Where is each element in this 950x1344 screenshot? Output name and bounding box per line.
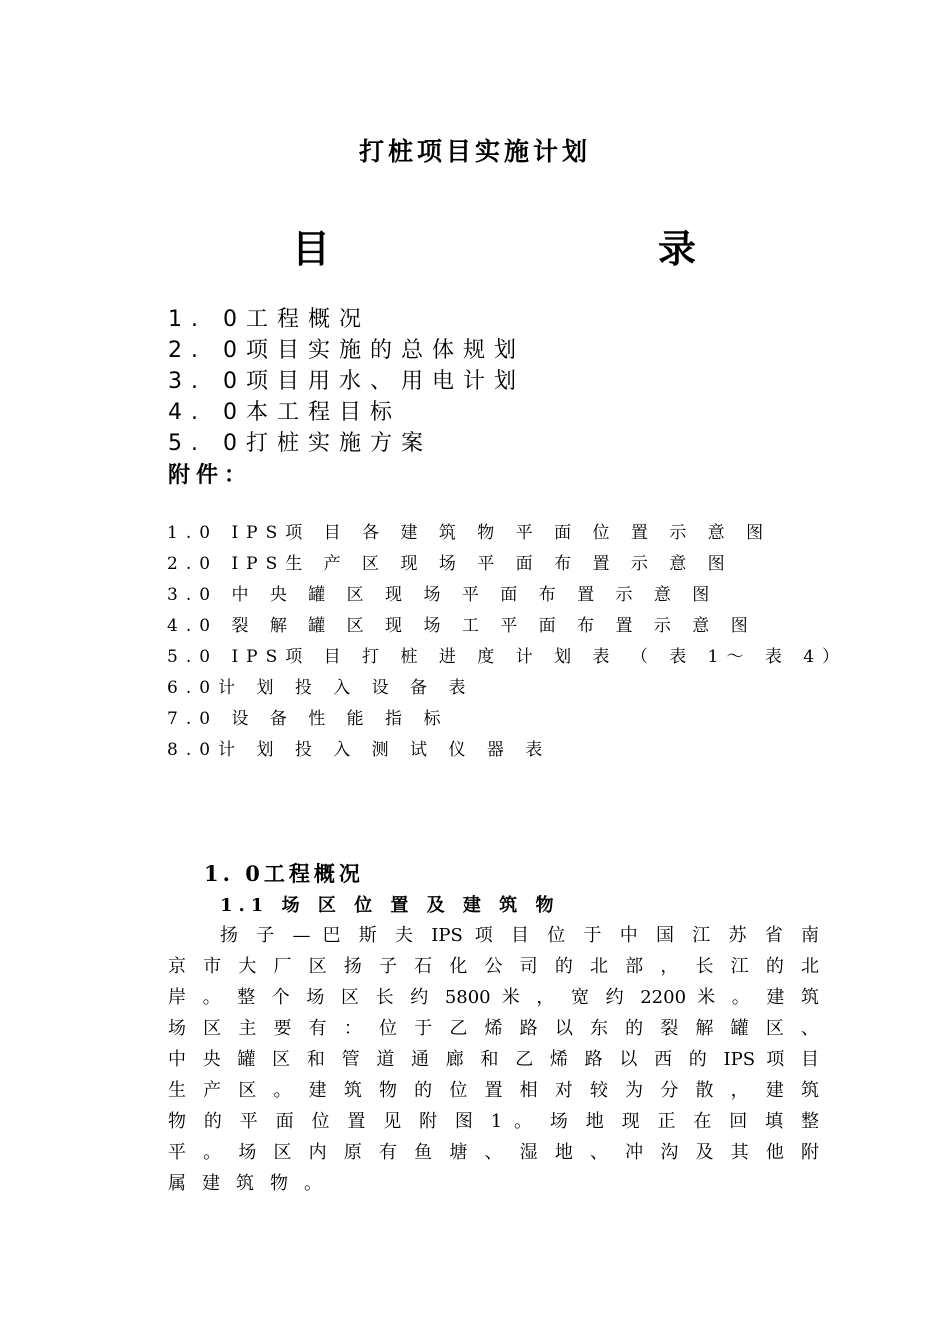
body-paragraph <box>168 920 819 1199</box>
toc-item: 1. 0工程概况 <box>168 307 370 332</box>
toc-heading <box>0 218 950 271</box>
attachment-item: 7.0 设 备 性 能 指 标 <box>167 709 449 729</box>
paragraph-line: 岸 。 整 个 场 区 长 约 5800 米 ， 宽 约 2200 米 。 建 筑 <box>168 987 819 1008</box>
subsection-heading: 1.1 场 区 位 置 及 建 筑 物 <box>220 895 560 916</box>
toc-item: 3. 0项目用水、用电计划 <box>168 369 525 394</box>
attachment-item: 5.0 IPS项 目 打 桩 进 度 计 划 表 （ 表 1～ 表 4） <box>167 647 848 667</box>
document-title: 打桩项目实施计划 <box>358 137 591 166</box>
attachment-item: 1.0 IPS项 目 各 建 筑 物 平 面 位 置 示 意 图 <box>167 523 772 543</box>
toc-item: 5. 0打桩实施方案 <box>168 431 432 456</box>
paragraph-line: 场 区 主 要 有 ： 位 于 乙 烯 路 以 东 的 裂 解 罐 区 、 <box>168 1018 819 1039</box>
attachments-list <box>167 518 847 766</box>
toc-item: 4. 0本工程目标 <box>168 400 401 425</box>
paragraph-line: 扬 子 — 巴 斯 夫 IPS 项 目 位 于 中 国 江 苏 省 南 <box>220 925 819 946</box>
attachment-item: 4.0 裂 解 罐 区 现 场 工 平 面 布 置 示 意 图 <box>167 616 756 636</box>
toc-heading-right: 录 <box>658 227 697 271</box>
paragraph-line: 属建筑物。 <box>168 1173 338 1194</box>
attachments-label: 附件： <box>168 463 253 488</box>
paragraph-line: 生 产 区 。 建 筑 物 的 位 置 相 对 较 为 分 散 ， 建 筑 <box>168 1080 819 1101</box>
attachment-item: 3.0 中 央 罐 区 现 场 平 面 布 置 示 意 图 <box>167 585 718 605</box>
attachment-item: 8.0计 划 投 入 测 试 仪 器 表 <box>167 740 551 760</box>
toc-item: 2. 0项目实施的总体规划 <box>168 338 525 363</box>
paragraph-line: 中 央 罐 区 和 管 道 通 廊 和 乙 烯 路 以 西 的 IPS 项 目 <box>168 1049 819 1070</box>
section-heading: 1. 0工程概况 <box>204 861 364 886</box>
attachment-item: 6.0计 划 投 入 设 备 表 <box>167 678 474 698</box>
paragraph-line: 京 市 大 厂 区 扬 子 石 化 公 司 的 北 部 ， 长 江 的 北 <box>168 956 819 977</box>
paragraph-line: 物 的 平 面 位 置 见 附 图 1 。 场 地 现 正 在 回 填 整 <box>168 1111 819 1132</box>
toc-heading-left: 目 <box>292 227 331 271</box>
attachment-item: 2.0 IPS生 产 区 现 场 平 面 布 置 示 意 图 <box>167 554 733 574</box>
toc-list <box>168 304 525 459</box>
paragraph-line: 平 。 场 区 内 原 有 鱼 塘 、 湿 地 、 冲 沟 及 其 他 附 <box>168 1142 819 1163</box>
